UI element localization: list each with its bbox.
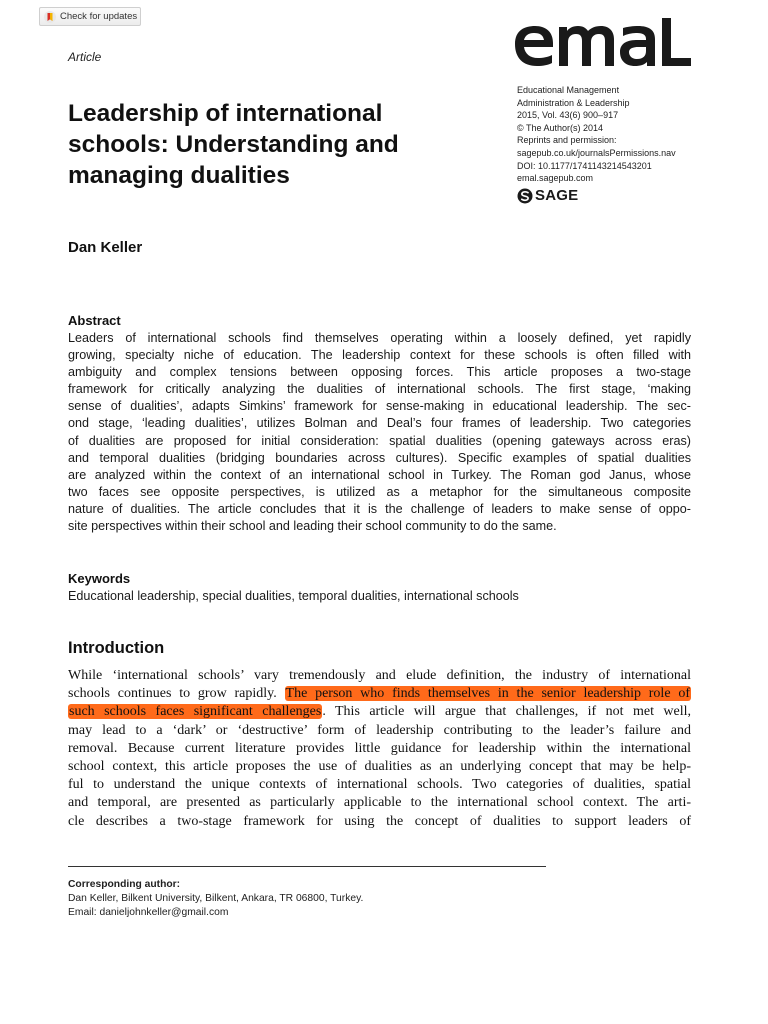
journal-info-line: Administration & Leadership xyxy=(517,97,630,108)
intro-line: may lead to a ‘dark’ or ‘destructive’ form of leadership contributing to the leader’s failure and xyxy=(68,722,691,738)
keywords-list: Educational leadership, special dualities, temporal dualities, international schools xyxy=(68,589,519,603)
abstract-line: sense of dualities’, adapts Simkins’ framework for sense-making in educational leadership. The sec- xyxy=(68,399,691,414)
publisher-logo xyxy=(517,187,578,204)
article-type-label: Article xyxy=(68,50,102,64)
abstract-line: framework for critically analyzing the dualities of international schools. The first stage, ‘making xyxy=(68,382,691,397)
journal-info-line: Educational Management xyxy=(517,85,620,95)
intro-text: . This article will argue that challenges, if not met well, xyxy=(322,704,691,720)
introduction-body xyxy=(68,667,691,831)
corresponding-author-heading: Corresponding author: xyxy=(68,879,181,890)
intro-line: ful to understand the unique contexts of international schools. Two categories of dualities, spatial xyxy=(68,777,691,793)
journal-logo xyxy=(513,18,693,68)
intro-line: school context, this article proposes the use of dualities as an underlying concept that may be help- xyxy=(68,759,691,775)
abstract-line: ambiguity and complex tensions between opposing forces. This article proposes a two-stage xyxy=(68,365,691,380)
abstract-line: ond stage, ‘leading dualities’, utilizes Bolman and Deal’s four frames of leadership. Two categories xyxy=(68,416,691,431)
abstract-line: growing, specialty niche of education. The leadership context for these schools is often filled with xyxy=(68,348,691,363)
intro-line: removal. Because current literature provides little guidance for leadership within the international xyxy=(68,740,691,756)
bookmark-update-icon xyxy=(44,11,56,23)
intro-line: While ‘international schools’ vary tremendously and elude definition, the industry of international xyxy=(68,668,691,683)
intro-line: and temporal, are presented as particularly applicable to the international school context. The arti- xyxy=(68,795,691,811)
introduction-heading: Introduction xyxy=(68,639,165,657)
journal-info-line: Reprints and permission: xyxy=(517,135,617,146)
keywords-heading: Keywords xyxy=(68,571,131,586)
abstract-heading: Abstract xyxy=(68,313,121,328)
intro-line: cle describes a two-stage framework for using the concept of dualities to support leaders of xyxy=(68,813,691,829)
title-line: Leadership of international xyxy=(68,100,383,127)
footnote xyxy=(68,878,363,919)
author-name: Dan Keller xyxy=(68,239,143,256)
permissions-link[interactable]: sagepub.co.uk/journalsPermissions.nav xyxy=(517,147,676,158)
abstract-line: and temporal dualities (bridging boundaries across cultures). Specific examples of spatial dualities xyxy=(68,450,691,465)
doi-link[interactable]: DOI: 10.1177/1741143214543201 xyxy=(517,160,652,171)
footnote-divider xyxy=(68,866,546,867)
corresponding-author-address: Dan Keller, Bilkent University, Bilkent, Ankara, TR 06800, Turkey. xyxy=(68,892,364,904)
highlighted-text[interactable]: The person who finds themselves in the senior leadership role of xyxy=(285,686,690,702)
abstract-line: site perspectives within their school and leading their school community to do the same. xyxy=(68,519,557,534)
title-line: managing dualities xyxy=(68,162,290,189)
abstract-line: Leaders of international schools find themselves operating within a loosely defined, yet rapidly xyxy=(68,331,691,345)
check-for-updates-button[interactable] xyxy=(39,7,141,26)
intro-line xyxy=(68,703,691,721)
paper-title xyxy=(68,98,488,191)
abstract-line: nature of dualities. The article concludes that it is the challenge of leaders to make sense of oppo- xyxy=(68,501,691,516)
sage-s-icon xyxy=(517,188,533,204)
title-line: schools: Understanding and xyxy=(68,131,399,158)
intro-line xyxy=(68,685,691,703)
intro-text: schools continues to grow rapidly. xyxy=(68,686,285,702)
publisher-name: SAGE xyxy=(535,187,579,204)
corresponding-author-email[interactable]: Email: danieljohnkeller@gmail.com xyxy=(68,906,229,918)
abstract-line: of dualities are proposed for initial consideration: spatial dualities (opening gateways across eras) xyxy=(68,433,691,448)
abstract-line: are analyzed within the context of an international school in Turkey. The Roman god Janus, whose xyxy=(68,467,691,482)
journal-info-line: 2015, Vol. 43(6) 900–917 xyxy=(517,110,619,121)
journal-info xyxy=(517,84,717,185)
check-for-updates-label: Check for updates xyxy=(60,11,138,22)
journal-info-line: © The Author(s) 2014 xyxy=(517,122,604,133)
highlighted-text[interactable]: such schools faces significant challenges xyxy=(69,704,322,720)
abstract-body xyxy=(68,330,691,535)
journal-url-link[interactable]: emal.sagepub.com xyxy=(517,173,594,184)
abstract-line: two faces see opposite perspectives, is utilized as a metaphor for the simultaneous composite xyxy=(68,484,691,499)
